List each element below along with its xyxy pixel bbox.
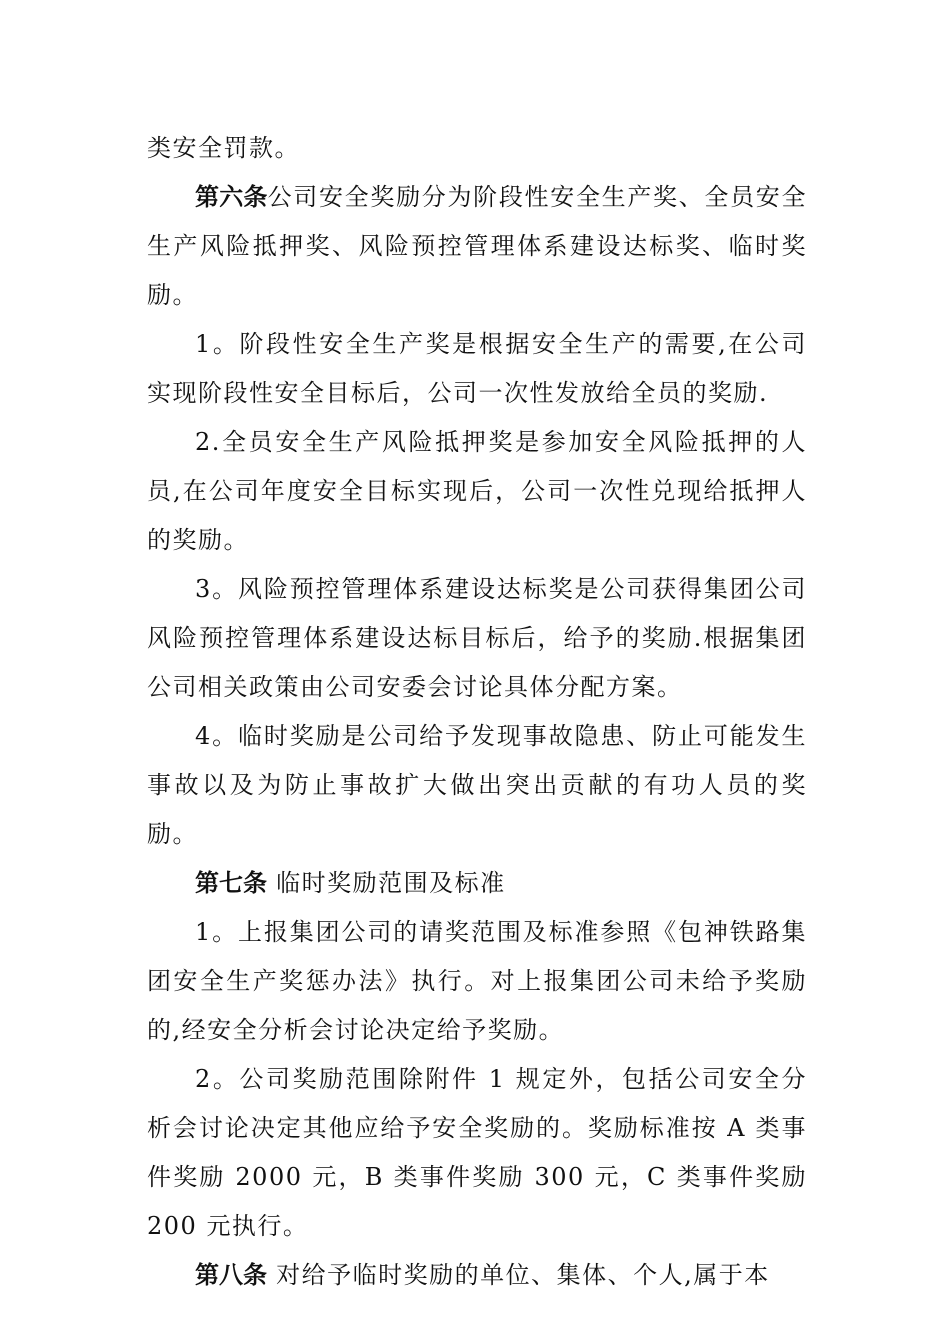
paragraph-text: 类安全罚款。 bbox=[147, 134, 300, 162]
clause-text: 1。阶段性安全生产奖是根据安全生产的需要,在公司实现阶段性安全目标后，公司一次性发放给全员的奖励. bbox=[147, 330, 807, 407]
document-body bbox=[147, 124, 807, 1300]
clause-item bbox=[147, 712, 807, 859]
article-six bbox=[147, 173, 807, 320]
article-eight bbox=[147, 1251, 807, 1300]
clause-item bbox=[147, 565, 807, 712]
clause-item bbox=[147, 1055, 807, 1251]
clause-text: 1。上报集团公司的请奖范围及标准参照《包神铁路集团安全生产奖惩办法》执行。对上报集团公司未给予奖励的,经安全分析会讨论决定给予奖励。 bbox=[147, 918, 807, 1044]
article-heading: 第七条 bbox=[195, 869, 267, 897]
article-text: 临时奖励范围及标准 bbox=[267, 869, 506, 897]
clause-item bbox=[147, 320, 807, 418]
clause-text: 2。公司奖励范围除附件 1 规定外，包括公司安全分析会讨论决定其他应给予安全奖励的。奖励标准按 A 类事件奖励 2000 元，B 类事件奖励 300 元，C 类事件奖励 200 元执行。 bbox=[147, 1065, 807, 1240]
paragraph-continuation bbox=[147, 124, 807, 173]
clause-text: 4。临时奖励是公司给予发现事故隐患、防止可能发生事故以及为防止事故扩大做出突出贡献的有功人员的奖励。 bbox=[147, 722, 807, 848]
article-text: 公司安全奖励分为阶段性安全生产奖、全员安全生产风险抵押奖、风险预控管理体系建设达标奖、临时奖励。 bbox=[147, 183, 808, 309]
clause-text: 2.全员安全生产风险抵押奖是参加安全风险抵押的人员,在公司年度安全目标实现后，公司一次性兑现给抵押人的奖励。 bbox=[147, 428, 807, 554]
article-heading: 第六条 bbox=[195, 183, 268, 211]
article-seven bbox=[147, 859, 807, 908]
clause-text: 3。风险预控管理体系建设达标奖是公司获得集团公司风险预控管理体系建设达标目标后，给予的奖励.根据集团公司相关政策由公司安委会讨论具体分配方案。 bbox=[147, 575, 807, 701]
article-heading: 第八条 bbox=[195, 1261, 267, 1289]
article-text: 对给予临时奖励的单位、集体、个人,属于本 bbox=[267, 1261, 770, 1289]
clause-item bbox=[147, 418, 807, 565]
clause-item bbox=[147, 908, 807, 1055]
